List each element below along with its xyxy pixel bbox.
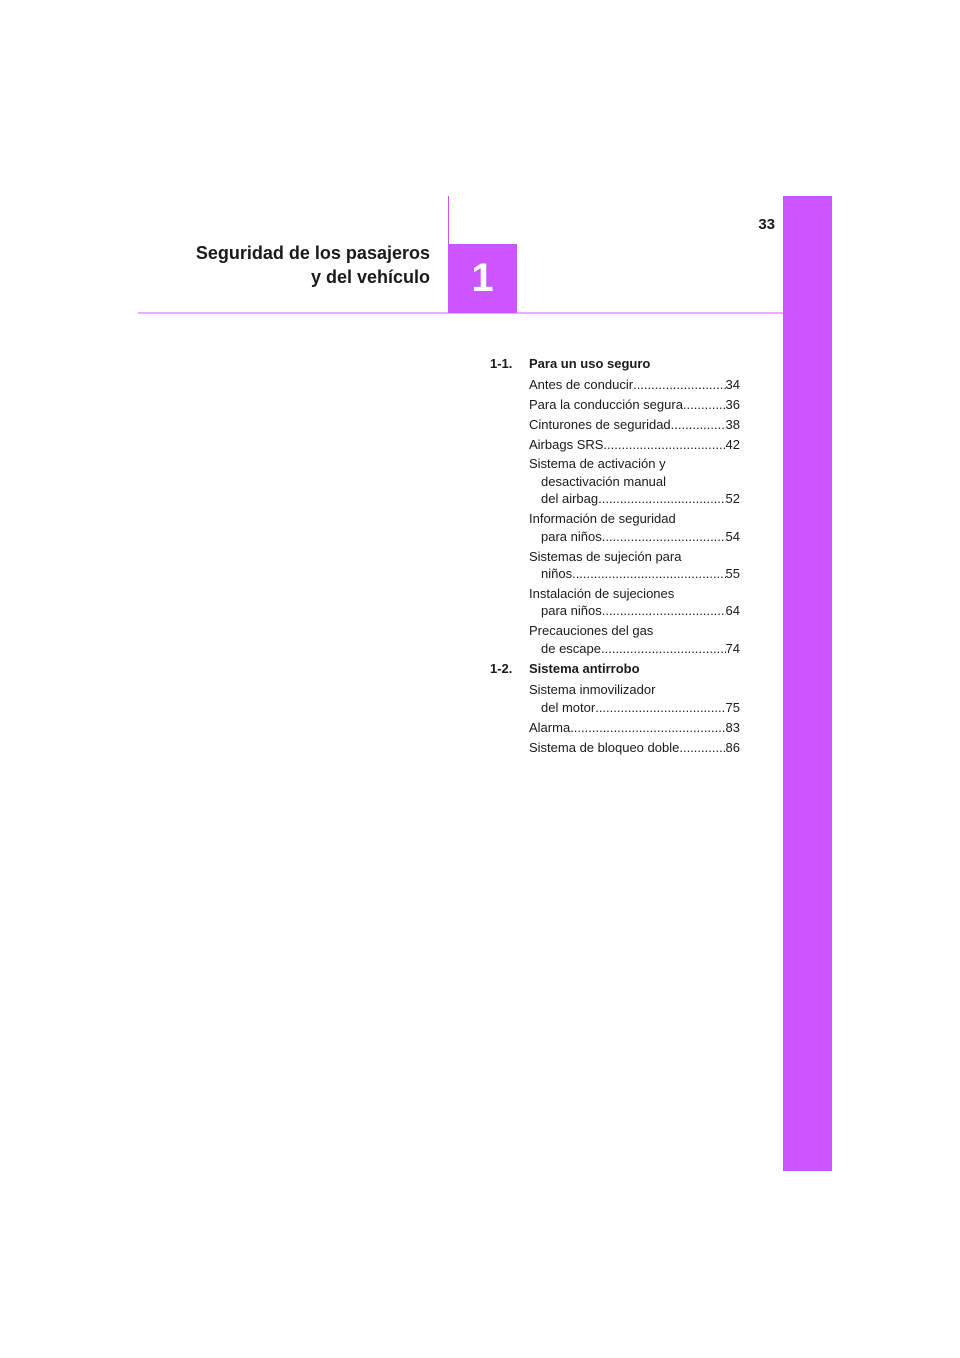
leader-dots (601, 640, 726, 658)
entry-page: 86 (725, 739, 740, 755)
toc-section-1-1[interactable] (490, 355, 740, 374)
chapter-title (160, 241, 430, 289)
entry-page: 83 (725, 719, 740, 735)
leader-dots (572, 565, 725, 583)
entry-title-line1: Instalación de sujeciones (529, 585, 675, 601)
toc-entry-seguridad-ninos[interactable] (529, 510, 740, 545)
entry-title: para niños (541, 528, 602, 544)
entry-title: del motor (541, 699, 596, 715)
toc-entry-bloqueo-doble[interactable] (529, 739, 740, 757)
chapter-title-line1: Seguridad de los pasajeros (195, 243, 430, 263)
entry-title: Cinturones de seguridad (529, 416, 671, 432)
chapter-number-box: 1 (448, 244, 517, 313)
toc-entry-gas-escape[interactable] (529, 622, 740, 657)
section-title: Sistema antirrobo (529, 661, 640, 677)
entry-title: Airbags SRS (529, 436, 604, 452)
toc-entry-alarma[interactable] (529, 719, 740, 737)
leader-dots (671, 416, 726, 434)
entry-page: 64 (725, 603, 740, 619)
leader-dots (570, 719, 725, 737)
entry-page: 42 (725, 436, 740, 452)
entry-title: para niños (541, 603, 602, 619)
toc-entry-antes-de-conducir[interactable] (529, 376, 740, 394)
entry-title: niños (541, 566, 573, 582)
toc-entry-conduccion-segura[interactable] (529, 396, 740, 414)
entry-title: de escape (541, 640, 601, 656)
toc-section-1-2[interactable] (490, 660, 740, 679)
chapter-title-line2: y del vehículo (310, 267, 430, 287)
entry-title-line1: Sistemas de sujeción para (529, 548, 682, 564)
leader-dots (683, 396, 726, 414)
toc-entry-instalacion-sujeciones[interactable] (529, 585, 740, 620)
entry-page: 54 (725, 528, 740, 544)
toc-entry-activacion-airbag[interactable] (529, 455, 740, 508)
toc-entry-sujecion-ninos[interactable] (529, 548, 740, 583)
entry-title: del airbag (541, 491, 599, 507)
entry-title: Antes de conducir (529, 377, 634, 393)
entry-title-line2: desactivación manual (541, 473, 667, 489)
entry-page: 52 (725, 491, 740, 507)
section-title: Para un uso seguro (529, 356, 651, 371)
leader-dots (633, 376, 725, 394)
entry-page: 75 (725, 699, 740, 715)
entry-title-line1: Información de seguridad (529, 511, 676, 527)
entry-title: Alarma (529, 719, 571, 735)
entry-title: Sistema de bloqueo doble (529, 739, 680, 755)
entry-title: Para la conducción segura (529, 397, 683, 413)
header-divider (448, 196, 449, 244)
leader-dots (602, 528, 726, 546)
toc-entry-cinturones[interactable] (529, 416, 740, 434)
entry-page: 38 (725, 416, 740, 432)
leader-dots (679, 739, 725, 757)
entry-title-line1: Sistema de activación y (529, 456, 666, 472)
table-of-contents (490, 355, 740, 756)
leader-dots (595, 699, 725, 717)
section-number: 1-1. (490, 356, 513, 371)
leader-dots (602, 602, 726, 620)
chapter-side-tab (783, 196, 832, 1171)
toc-entry-airbags[interactable] (529, 436, 740, 454)
section-number: 1-2. (490, 661, 513, 677)
leader-dots (603, 436, 725, 454)
entry-title-line1: Precauciones del gas (529, 623, 654, 639)
entry-page: 55 (725, 566, 740, 582)
toc-entry-inmovilizador[interactable] (529, 681, 740, 716)
entry-page: 36 (725, 397, 740, 413)
entry-page: 74 (725, 640, 740, 656)
page-number: 33 (758, 216, 775, 233)
entry-page: 34 (725, 377, 740, 393)
leader-dots (598, 490, 725, 508)
entry-title-line1: Sistema inmovilizador (529, 682, 656, 698)
